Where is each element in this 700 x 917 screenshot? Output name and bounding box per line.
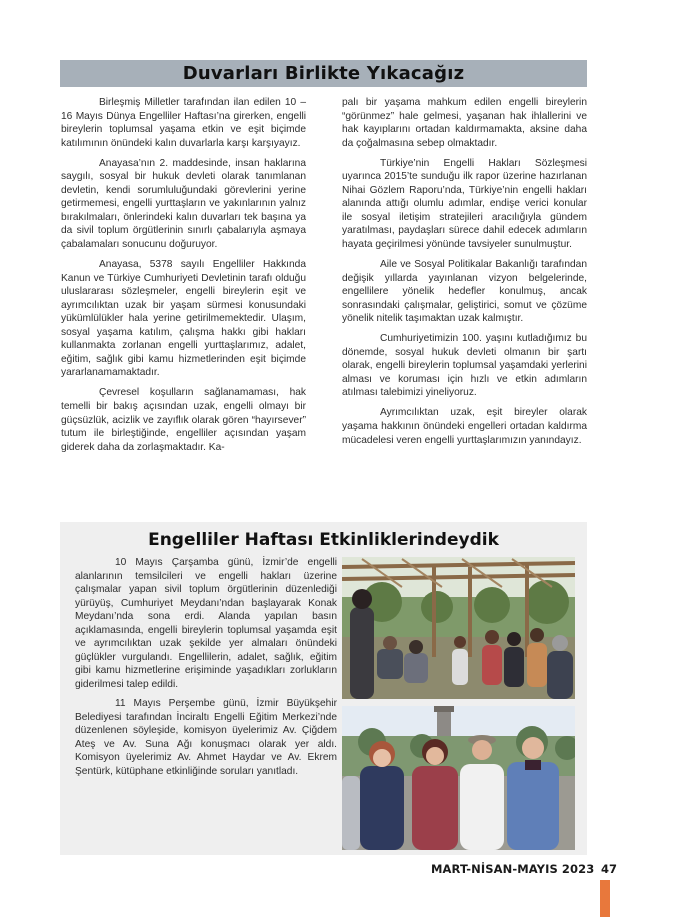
article-paragraph: Çevresel koşulların sağlanamaması, hak temelli bir bakış açısından uzak, engelli olmayı bir güçsüzlük, acizlik ve zayıflık olarak gören “hayırsever” tutum ile birleştiğinde, engelliler açısından yaşam giderek daha da zorlaşmaktadır. Ka- (61, 387, 306, 453)
accent-bar (600, 880, 610, 917)
article-column-right (342, 96, 587, 454)
article-paragraph: Anayasa, 5378 sayılı Engelliler Hakkında Kanun ve Türkiye Cumhuriyeti Devletinin tarafı olduğu uluslararası sözleşmeler, engelli bireylerin eşit ve ayrımcılıktan uzak bir yaşam sürmesi konusundaki yükümlülükler hala yerine getirilmemektedir. Ulaşım, sosyal yaşama katılım, çalışma hakkı gibi hakları kullanmakta zorlanan engelli yurttaşlarımız, adalet, eğitim, sağlık gibi kamu hizmetlerinden eşit biçimde yararlanamamaktadır. (61, 259, 306, 379)
article-paragraph-continued: palı bir yaşama mahkum edilen engelli bireylerin “görünmez” hale gelmesi, yaşanan hak ihlallerini ve hak kayıplarını ortadan kaldırmamakta, aksine daha da çoğalmasına sebep olmaktadır. (342, 97, 587, 149)
article-paragraph: Anayasa’nın 2. maddesinde, insan haklarına saygılı, sosyal bir hukuk devleti olarak tanımlanan devletin, kendi sorumluluğundaki görevlerini yerine getirmemesi, engelli yurttaşların ve yakınlarının yalnız bırakılmaları, önlerindeki kalın duvarları tek başına ya da sivil toplum örgütlerinin sınırlı çabalarıyla aşmaya çabalamaları sonucunu doğuruyor. (61, 157, 306, 250)
events-text (75, 556, 337, 784)
article-paragraph: Cumhuriyetimizin 100. yaşını kutladığımız bu dönemde, sosyal hukuk devleti olmanın bir şartı olarak, engelli bireylerin toplumsal yaşamdaki yerlerini alması ve koruması için hızlı ve etkin adımların atılması talebimizi yineliyoruz. (342, 333, 587, 399)
article-title: Duvarları Birlikte Yıkacağız (60, 60, 587, 87)
article-paragraph: Aile ve Sosyal Politikalar Bakanlığı tarafından değişik yıllarda yayınlanan vizyon belgelerinde, engellilere yönelik hedefler konulmuş, ancak sonrasındaki çalışmalar, geliştirici, somut ve çözüme yönelik nitelik taşımaktan uzak kalmıştır. (342, 259, 587, 325)
events-title: Engelliler Haftası Etkinliklerindeydik (148, 530, 499, 550)
article-paragraph: Türkiye’nin Engelli Hakları Sözleşmesi uyarınca 2015’te sunduğu ilk rapor üzerine hazırlanan Nihai Gözlem Raporu’nda, Türkiye’nin engelli hakları alanında attığı olumlu adımlar, endişe verici konular ile sosyal iletişim stratejileri aracılığıyla gündem yaratılması, paydaşları sürece dahil edecek adımların hayata geçirilmesi yönünde tavsiyeler sunulmuştur. (342, 157, 587, 250)
article-column-left (61, 96, 306, 461)
event-photo-group (342, 706, 575, 850)
events-paragraph: 11 Mayıs Perşembe günü, İzmir Büyükşehir Belediyesi tarafından İnciraltı Engelli Eğitim Merkezi’nde düzenlenen söyleşide, komisyon üyelerimiz Av. Çiğdem Ateş ve Av. Suna Ağı konuşmacı olarak yer aldı. Komisyon üyelerimiz Av. Ahmet Haydar ve Av. Ekrem Şentürk, kütüphane etkinliğinde soruları yanıtladı. (75, 698, 337, 777)
events-paragraph: 10 Mayıs Çarşamba günü, İzmir’de engelli alanlarının temsilcileri ve engelli hakları üzerine çalışmalar yapan sivil toplum örgütlerinin düzenlediği yürüyüş, Cumhuriyet Meydanı’ndan başlayarak Konak Meydanı’nda sona erdi. Alanda yapılan basın açıklamasında, engelli bireylerin toplumsal yaşamda eşit ve ayrımcılıktan uzak şekilde yer almaları önündeki güçlükler vurgulandı. Engellilerin, adalet, sağlık, eğitim gibi kamu hizmetlerine erişiminde yaşadıkları zorlukların giderilmesi talep edildi. (75, 557, 337, 690)
event-photo-pergola (342, 557, 575, 699)
issue-label: MART-NİSAN-MAYIS 2023 (431, 862, 595, 876)
article-paragraph: Birleşmiş Milletler tarafından ilan edilen 10 – 16 Mayıs Dünya Engelliler Haftası’na girerken, engelli bireylerin toplumsal yaşama etkin ve eşit biçimde katılımının önündeki kalın duvarlarla karşı karşıyayız. (61, 97, 306, 149)
page-number: 47 (601, 862, 618, 876)
article-paragraph: Ayrımcılıktan uzak, eşit bireyler olarak yaşama hakkının önündeki engelleri ortadan kaldırma mücadelesi veren engelli yurttaşlarımızın yanındayız. (342, 407, 587, 446)
